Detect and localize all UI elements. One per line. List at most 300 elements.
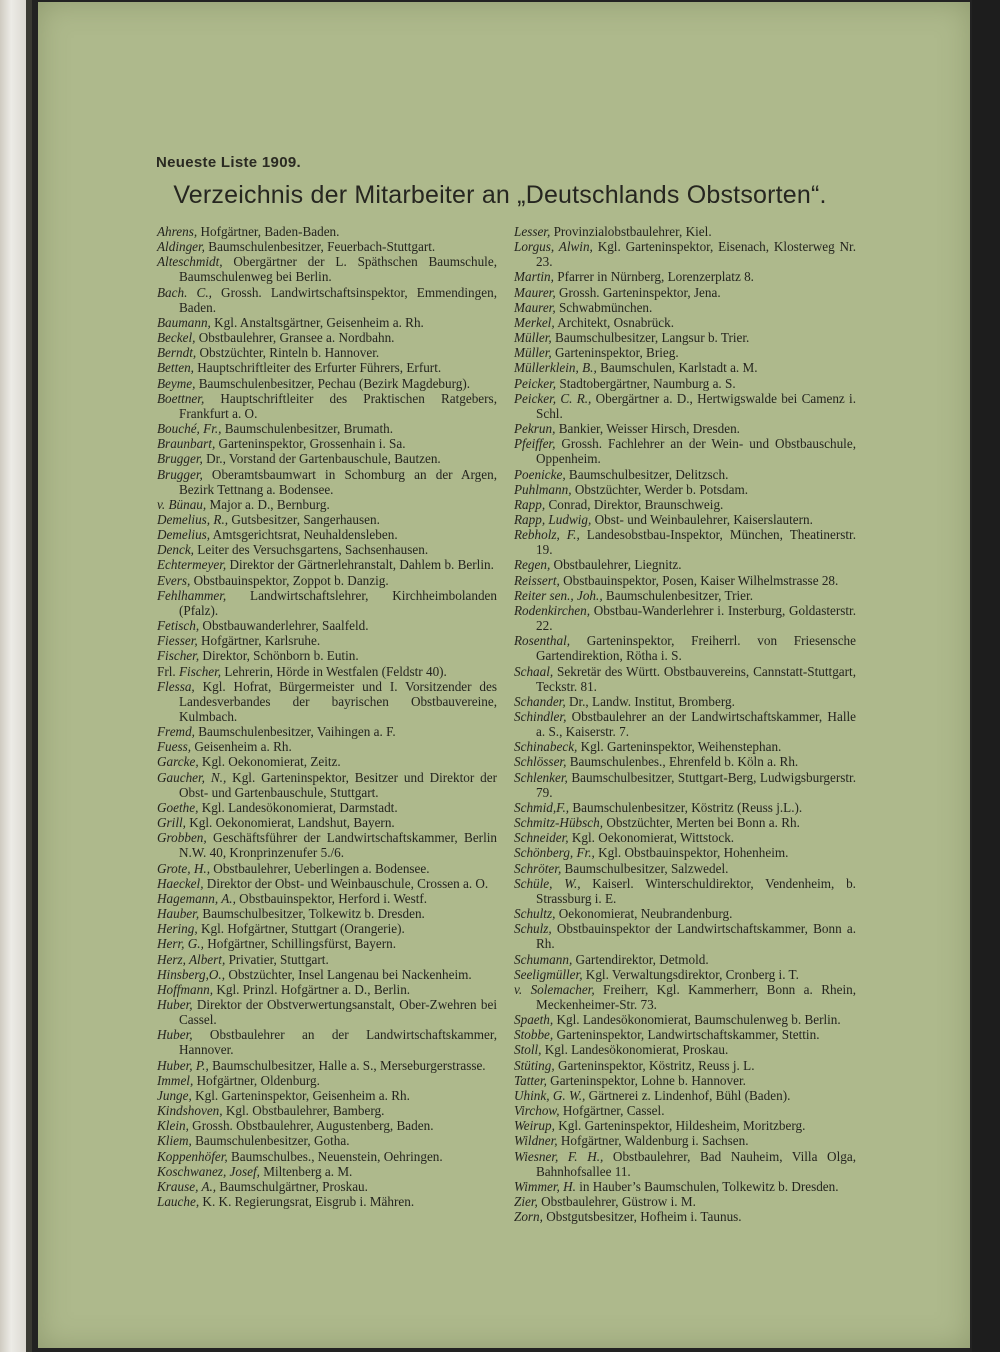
entry-description: Stadtobergärtner, Naumburg a. S. [556, 375, 736, 391]
list-entry [514, 1149, 856, 1179]
entry-name: Ahrens, [157, 224, 198, 239]
entry-name: Fetisch, [157, 618, 200, 634]
entry-description: Architekt, Osnabrück. [554, 314, 675, 330]
list-entry [157, 861, 497, 876]
entry-description: Baumschulbesitzer, Tolkewitz b. Dresden. [199, 906, 425, 922]
list-entry [514, 770, 856, 800]
entry-name: Kliem, [157, 1133, 192, 1149]
list-entry [157, 1103, 497, 1118]
list-entry [157, 800, 497, 815]
entry-description: Baumschulenbesitzer, Feuerbach-Stuttgart. [204, 239, 436, 255]
entry-description: Obstbaulehrer an der Landwirtschaftskammer, Halle a. S., Kaiserstr. 7. [536, 709, 856, 740]
entry-name: Maurer, [514, 299, 556, 315]
list-entry [157, 573, 497, 588]
entry-name: Fuess, [157, 739, 192, 755]
entry-name: Merkel, [514, 314, 555, 330]
entry-description: Obstbauinspektor, Posen, Kaiser Wilhelmstrasse 28. [559, 572, 839, 588]
entry-name: Schander, [514, 693, 566, 709]
list-entry [514, 815, 856, 830]
list-entry [514, 330, 856, 345]
list-entry [514, 1042, 856, 1057]
entry-name: Lesser, [514, 224, 551, 239]
list-entry [514, 527, 856, 557]
entry-description: Hofgärtner, Karlsruhe. [197, 633, 321, 649]
entry-name: Brugger, [157, 451, 203, 467]
list-entry [514, 906, 856, 921]
list-entry [514, 967, 856, 982]
entry-description: Obstbauinspektor, Zoppot b. Danzig. [190, 572, 389, 588]
entry-description: Grossh. Landwirtschaftsinspektor, Emmendingen, Baden. [179, 284, 497, 315]
entry-description: Baumschulenbesitzer, Brumath. [221, 421, 394, 437]
list-entry [157, 527, 497, 542]
list-entry [157, 770, 497, 800]
entry-name: Tatter, [514, 1072, 547, 1088]
list-entry [157, 648, 497, 663]
entry-name: Schmitz-Hübsch, [514, 815, 604, 831]
list-entry [157, 542, 497, 557]
entry-description: Privatier, Stuttgart. [225, 951, 329, 967]
entry-name: Grote, H., [157, 860, 210, 876]
list-entry [157, 1027, 497, 1057]
entry-name: Müller, [514, 330, 552, 346]
entry-name: Bach. C., [157, 284, 212, 300]
list-entry [157, 1073, 497, 1088]
list-entry [514, 1103, 856, 1118]
entry-description: Obstbaulehrer, Liegnitz. [550, 557, 682, 573]
entry-name: Reissert, [514, 572, 560, 588]
entry-name: Puhlmann, [514, 481, 572, 497]
list-entry [157, 633, 497, 648]
list-entry [157, 724, 497, 739]
entry-name: Stoll, [514, 1042, 542, 1058]
entry-description: Sekretär des Württ. Obstbauvereins, Cannstatt-Stuttgart, Teckstr. 81. [536, 663, 856, 694]
list-entry [157, 588, 497, 618]
entry-description: Baumschulbesitzer, Halle a. S., Merseburgerstrasse. [208, 1057, 486, 1073]
entry-description: Obstbaulehrer an der Landwirtschaftskammer, Hannover. [179, 1027, 497, 1058]
entry-name: Haeckel, [157, 875, 204, 891]
entry-description: Hauptschriftleiter des Erfurter Führers, Erfurt. [193, 360, 442, 376]
list-entry [157, 1194, 497, 1209]
list-entry [157, 815, 497, 830]
entry-name: Peicker, [514, 375, 557, 391]
entry-name: v. Bünau, [157, 496, 207, 512]
entry-name: Reiter sen., Joh., [514, 587, 603, 603]
entry-description: Hofgärtner, Cassel. [559, 1103, 665, 1119]
entry-description: Bankier, Weisser Hirsch, Dresden. [555, 421, 740, 437]
list-entry [514, 1012, 856, 1027]
list-entry [157, 921, 497, 936]
list-entry [514, 1088, 856, 1103]
entry-description: Direktor der Obst- und Weinbauschule, Crossen a. O. [203, 875, 489, 891]
entry-description: Obstbauinspektor, Herford i. Westf. [235, 890, 428, 906]
list-entry [157, 451, 497, 466]
list-entry [157, 345, 497, 360]
entry-description: Kgl. Garteninspektor, Weihenstephan. [577, 739, 782, 755]
entry-description: Baumschulenbesitzer, Köstritz (Reuss j.L.). [569, 799, 803, 815]
entry-name: v. Solemacher, [514, 981, 595, 997]
entry-description: Oekonomierat, Neubrandenburg. [555, 906, 733, 922]
entry-description: Kgl. Obstbauinspektor, Hohenheim. [594, 845, 789, 861]
entry-description: Kgl. Oekonomierat, Wittstock. [568, 830, 735, 846]
entry-description: Hofgärtner, Oldenburg. [193, 1072, 320, 1088]
list-entry [514, 557, 856, 572]
list-entry [157, 1118, 497, 1133]
entry-name: Schneider, [514, 830, 569, 846]
entry-description: Kgl. Garteninspektor, Besitzer und Direktor der Obst- und Gartenbauschule, Stuttgart. [179, 769, 497, 800]
entry-name: Pfeiffer, [514, 436, 556, 452]
list-entry [514, 467, 856, 482]
list-entry [157, 664, 497, 679]
entry-description: Major a. D., Bernburg. [206, 496, 330, 512]
entry-description: Obstzüchter, Insel Langenau bei Nackenheim. [225, 966, 472, 982]
entry-description: Kgl. Garteninspektor, Geisenheim a. Rh. [191, 1087, 410, 1103]
entry-name: Schröter, [514, 860, 562, 876]
entry-name: Klein, [157, 1118, 189, 1134]
entry-description: Gutsbesitzer, Sangerhausen. [228, 511, 380, 527]
entry-name: Wiesner, F. H., [514, 1148, 604, 1164]
list-entry [514, 1027, 856, 1042]
entry-name: Stüting, [514, 1057, 555, 1073]
entry-description: Lehrerin, Hörde in Westfalen (Feldstr 40). [221, 663, 447, 679]
list-entry [514, 861, 856, 876]
entry-description: Hauptschriftleiter des Praktischen Ratgebers, Frankfurt a. O. [179, 390, 497, 421]
list-entry [514, 754, 856, 769]
list-entry [157, 436, 497, 451]
entry-description: Baumschulbes., Neuenstein, Oehringen. [227, 1148, 443, 1164]
list-entry [514, 603, 856, 633]
entry-name: Demelius, [157, 527, 211, 543]
entry-name: Lorgus, Alwin, [514, 239, 593, 255]
entry-name: Immel, [157, 1072, 194, 1088]
entry-description: Obst- und Weinbaulehrer, Kaiserslautern. [591, 511, 813, 527]
entry-description: Gartendirektor, Detmold. [572, 951, 709, 967]
list-entry [157, 1133, 497, 1148]
list-entry [514, 588, 856, 603]
entry-name: Hoffmann, [157, 981, 214, 997]
entry-description: in Hauber’s Baumschulen, Tolkewitz b. Dresden. [575, 1178, 839, 1194]
list-entry [157, 1088, 497, 1103]
entry-description: Obstbaulehrer, Ueberlingen a. Bodensee. [210, 860, 430, 876]
entry-description: Baumschulen, Karlstadt a. M. [596, 360, 758, 376]
entry-description: K. K. Regierungsrat, Eisgrub i. Mähren. [199, 1194, 415, 1209]
entry-name: Wildner, [514, 1133, 558, 1149]
entry-name: Gaucher, N., [157, 769, 227, 785]
list-entry [514, 345, 856, 360]
entry-name: Rodenkirchen, [514, 602, 591, 618]
entry-description: Obstgutsbesitzer, Hofheim i. Taunus. [542, 1209, 742, 1225]
entry-description: Kgl. Verwaltungsdirektor, Cronberg i. T. [582, 966, 799, 982]
entry-name: Aldinger, [157, 239, 205, 255]
entry-description: Obstbaulehrer, Bad Nauheim, Villa Olga, Bahnhofsallee 11. [536, 1148, 856, 1179]
entry-description: Kgl. Hofrat, Bürgermeister und I. Vorsitzender des Landesverbandes der bayrischen Obstbauvereine, Kulmbach. [179, 678, 497, 724]
list-entry [514, 694, 856, 709]
list-entry [514, 1118, 856, 1133]
entry-description: Freiherr, Kgl. Kammerherr, Bonn a. Rhein, Meckenheimer-Str. 73. [536, 981, 856, 1012]
list-entry [157, 876, 497, 891]
entry-name: Martin, [514, 269, 554, 285]
entry-name: Hagemann, A., [157, 890, 236, 906]
entry-name: Schulz, [514, 921, 552, 937]
entry-name: Herz, Albert, [157, 951, 226, 967]
entry-description: Miltenberg a. M. [259, 1163, 353, 1179]
entry-name: Uhink, G. W., [514, 1087, 586, 1103]
entry-description: Baumschulenbes., Ehrenfeld b. Köln a. Rh. [566, 754, 799, 770]
entry-name: Rosenthal, [514, 633, 571, 649]
list-entry [157, 997, 497, 1027]
list-entry [157, 315, 497, 330]
entry-name: Schultz, [514, 906, 556, 922]
entry-name: Rapp, Ludwig, [514, 511, 592, 527]
list-entry [157, 376, 497, 391]
entry-name: Seeligmüller, [514, 966, 583, 982]
entry-description: Kgl. Garteninspektor, Eisenach, Klosterweg Nr. 23. [536, 239, 856, 270]
list-entry [157, 679, 497, 724]
right-column [514, 224, 856, 1224]
entry-name: Schmid,F., [514, 799, 570, 815]
entry-description: Obstzüchter, Werder b. Potsdam. [571, 481, 749, 497]
list-entry [514, 952, 856, 967]
entry-description: Grossh. Fachlehrer an der Wein- und Obstbauschule, Oppenheim. [536, 436, 856, 467]
entry-name: Grill, [157, 815, 186, 831]
entry-name: Denck, [157, 542, 194, 558]
entry-name: Kindshoven, [157, 1103, 223, 1119]
list-entry [514, 921, 856, 951]
entry-name: Echtermeyer, [157, 557, 227, 573]
list-entry [514, 800, 856, 815]
entry-description: Gärtnerei z. Lindenhof, Bühl (Baden). [585, 1087, 791, 1103]
page-title: Verzeichnis der Mitarbeiter an „Deutschlands Obstsorten“. [173, 181, 827, 209]
entry-description: Obstzüchter, Rinteln b. Hannover. [196, 345, 380, 361]
entry-name: Fiesser, [157, 633, 198, 649]
entry-name: Huber, [157, 996, 193, 1012]
entry-description: Baumschulbesitzer, Delitzsch. [565, 466, 729, 482]
entry-name: Herr, G., [157, 936, 204, 952]
list-entry [157, 467, 497, 497]
entry-name: Fischer, [157, 648, 200, 664]
list-entry [157, 497, 497, 512]
entry-description: Dr., Landw. Institut, Bromberg. [565, 693, 735, 709]
list-entry [514, 512, 856, 527]
entry-description: Direktor, Schönborn b. Eutin. [199, 648, 359, 664]
entry-description: Amtsgerichtsrat, Neuhaldensleben. [210, 527, 398, 543]
entry-description: Kgl. Oekonomierat, Zeitz. [198, 754, 341, 770]
entry-name: Brugger, [157, 466, 203, 482]
list-entry [157, 1058, 497, 1073]
left-column [157, 224, 497, 1209]
entry-name: Müllerklein, B., [514, 360, 597, 376]
list-entry [514, 482, 856, 497]
entry-description: Hofgärtner, Schillingsfürst, Bayern. [203, 936, 397, 952]
list-entry [514, 224, 856, 239]
entry-description: Obstbaulehrer, Güstrow i. M. [537, 1194, 696, 1209]
entry-name: Weirup, [514, 1118, 555, 1134]
entry-name: Hinsberg,O., [157, 966, 226, 982]
entry-description: Garteninspektor, Freiherrl. von Friesensche Gartendirektion, Rötha i. S. [536, 633, 856, 664]
entry-description: Leiter des Versuchsgartens, Sachsenhausen. [193, 542, 429, 558]
list-entry [157, 330, 497, 345]
entry-name: Poenicke, [514, 466, 566, 482]
entry-description: Obstbauwanderlehrer, Saalfeld. [199, 618, 369, 634]
entry-description: Baumschulenbesitzer, Trier. [602, 587, 753, 603]
entry-name: Demelius, R., [157, 511, 229, 527]
list-entry [157, 830, 497, 860]
list-entry [514, 436, 856, 466]
entry-description: Baumschulenbesitzer, Vaihingen a. F. [194, 724, 396, 740]
list-entry [514, 633, 856, 663]
entry-description: Kaiserl. Winterschuldirektor, Vendenheim, b. Strassburg i. E. [536, 875, 856, 906]
entry-name: Regen, [514, 557, 551, 573]
entry-description: Garteninspektor, Landwirtschaftskammer, Stettin. [553, 1027, 820, 1043]
entry-description: Pfarrer in Nürnberg, Lorenzerplatz 8. [553, 269, 754, 285]
list-entry [514, 845, 856, 860]
list-entry [157, 1179, 497, 1194]
entry-name: Berndt, [157, 345, 197, 361]
list-entry [514, 315, 856, 330]
entry-description: Garteninspektor, Köstritz, Reuss j. L. [554, 1057, 755, 1073]
entry-name: Huber, P., [157, 1057, 209, 1073]
entry-name: Bouché, Fr., [157, 421, 222, 437]
list-entry [514, 391, 856, 421]
entry-name: Grobben, [157, 830, 207, 846]
list-entry [157, 254, 497, 284]
entry-description: Baumschulgärtner, Proskau. [216, 1178, 368, 1194]
list-entry [514, 664, 856, 694]
entry-name: Garcke, [157, 754, 199, 770]
entry-name: Stobbe, [514, 1027, 554, 1043]
entry-description: Kgl. Hofgärtner, Stuttgart (Orangerie). [197, 921, 405, 937]
list-entry [514, 982, 856, 1012]
list-entry [514, 239, 856, 269]
entry-name: Hering, [157, 921, 198, 937]
list-entry [514, 300, 856, 315]
entry-description: Hofgärtner, Waldenburg i. Sachsen. [557, 1133, 749, 1149]
entry-name: Schaal, [514, 663, 554, 679]
entry-name: Zorn, [514, 1209, 543, 1225]
list-entry [157, 982, 497, 997]
entry-description: Obergärtner der L. Späthschen Baumschule, Baumschulenweg bei Berlin. [179, 254, 497, 285]
entry-name: Krause, A., [157, 1178, 217, 1194]
entry-description: Garteninspektor, Lohne b. Hannover. [546, 1072, 746, 1088]
entry-description: Kgl. Landesökonomierat, Proskau. [541, 1042, 729, 1058]
entry-description: Obergärtner a. D., Hertwigswalde bei Camenz i. Schl. [536, 390, 856, 421]
list-entry [514, 497, 856, 512]
entry-name: Schinabeck, [514, 739, 578, 755]
entry-description: Grossh. Obstbaulehrer, Augustenberg, Baden. [188, 1118, 434, 1134]
entry-description: Geisenheim a. Rh. [191, 739, 292, 755]
entry-name: Schumann, [514, 951, 573, 967]
list-entry [157, 739, 497, 754]
list-entry [157, 891, 497, 906]
entry-prefix: Frl. [157, 663, 179, 679]
list-edition-label: Neueste Liste 1909. [156, 154, 301, 171]
entry-name: Zier, [514, 1194, 538, 1209]
entry-name: Braunbart, [157, 436, 216, 452]
list-entry [157, 1149, 497, 1164]
entry-name: Hauber, [157, 906, 200, 922]
entry-name: Schindler, [514, 709, 567, 724]
entry-name: Goethe, [157, 799, 199, 815]
entry-name: Lauche, [157, 1194, 200, 1209]
entry-description: Grossh. Garteninspektor, Jena. [555, 284, 721, 300]
entry-name: Koschwanez, Josef, [157, 1163, 260, 1179]
entry-description: Obstbauinspektor der Landwirtschaftskammer, Bonn a. Rh. [536, 921, 856, 952]
list-entry [514, 709, 856, 739]
entry-name: Virchow, [514, 1103, 560, 1119]
entry-name: Alteschmidt, [157, 254, 223, 270]
entry-description: Oberamtsbaumwart in Schomburg an der Argen, Bezirk Tettnang a. Bodensee. [179, 466, 497, 497]
entry-description: Hofgärtner, Baden-Baden. [197, 224, 340, 239]
list-entry [514, 285, 856, 300]
list-entry [157, 967, 497, 982]
entry-name: Rapp, [514, 496, 546, 512]
entry-description: Landesobstbau-Inspektor, München, Theatinerstr. 19. [536, 527, 857, 558]
entry-description: Garteninspektor, Brieg. [551, 345, 679, 361]
entry-name: Fehlhammer, [157, 587, 227, 603]
entry-description: Baumschulbesitzer, Stuttgart-Berg, Ludwigsburgerstr. 79. [536, 769, 856, 800]
entry-name: Betten, [157, 360, 194, 376]
list-entry [157, 618, 497, 633]
list-entry [514, 1058, 856, 1073]
entry-description: Direktor der Gärtnerlehranstalt, Dahlem b. Berlin. [226, 557, 494, 573]
entry-description: Landwirtschaftslehrer, Kirchheimbolanden (Pfalz). [179, 587, 497, 618]
list-entry [157, 421, 497, 436]
entry-description: Baumschulenbesitzer, Gotha. [191, 1133, 350, 1149]
list-entry [514, 1073, 856, 1088]
list-entry [157, 512, 497, 527]
entry-name: Koppenhöfer, [157, 1148, 228, 1164]
entry-description: Garteninspektor, Grossenhain i. Sa. [215, 436, 406, 452]
list-entry [514, 1133, 856, 1148]
list-entry [157, 952, 497, 967]
entry-name: Huber, [157, 1027, 193, 1043]
entry-name: Maurer, [514, 284, 556, 300]
entry-name: Beyme, [157, 375, 196, 391]
entry-description: Obstzüchter, Merten bei Bonn a. Rh. [603, 815, 800, 831]
list-entry [514, 376, 856, 391]
entry-description: Baumschulbesitzer, Langsur b. Trier. [551, 330, 750, 346]
list-entry [157, 391, 497, 421]
list-entry [514, 1179, 856, 1194]
entry-description: Dr., Vorstand der Gartenbauschule, Bautzen. [202, 451, 441, 467]
entry-description: Kgl. Prinzl. Hofgärtner a. D., Berlin. [213, 981, 411, 997]
entry-description: Kgl. Landesökonomierat, Darmstadt. [198, 799, 398, 815]
list-entry [157, 360, 497, 375]
list-entry [157, 285, 497, 315]
entry-name: Evers, [157, 572, 191, 588]
entry-name: Boettner, [157, 390, 205, 406]
list-entry [157, 906, 497, 921]
entry-name: Schlösser, [514, 754, 567, 770]
entry-description: Baumschulbesitzer, Salzwedel. [561, 860, 729, 876]
entry-name: Beckel, [157, 330, 196, 346]
list-entry [514, 360, 856, 375]
list-entry [514, 1194, 856, 1209]
entry-description: Kgl. Anstaltsgärtner, Geisenheim a. Rh. [210, 314, 424, 330]
entry-description: Obstbau-Wanderlehrer i. Insterburg, Goldasterstr. 22. [536, 602, 856, 634]
entry-name: Baumann, [157, 314, 211, 330]
entry-name: Müller, [514, 345, 552, 361]
entry-description: Kgl. Landesökonomierat, Baumschulenweg b. Berlin. [553, 1012, 841, 1028]
list-entry [157, 557, 497, 572]
entry-name: Rebholz, F., [514, 527, 580, 543]
list-entry [157, 239, 497, 254]
entry-name: Junge, [157, 1087, 192, 1103]
list-entry [157, 1164, 497, 1179]
list-entry [514, 830, 856, 845]
entry-description: Baumschulenbesitzer, Pechau (Bezirk Magdeburg). [195, 375, 471, 391]
list-entry [514, 876, 856, 906]
entry-name: Fremd, [157, 724, 195, 740]
